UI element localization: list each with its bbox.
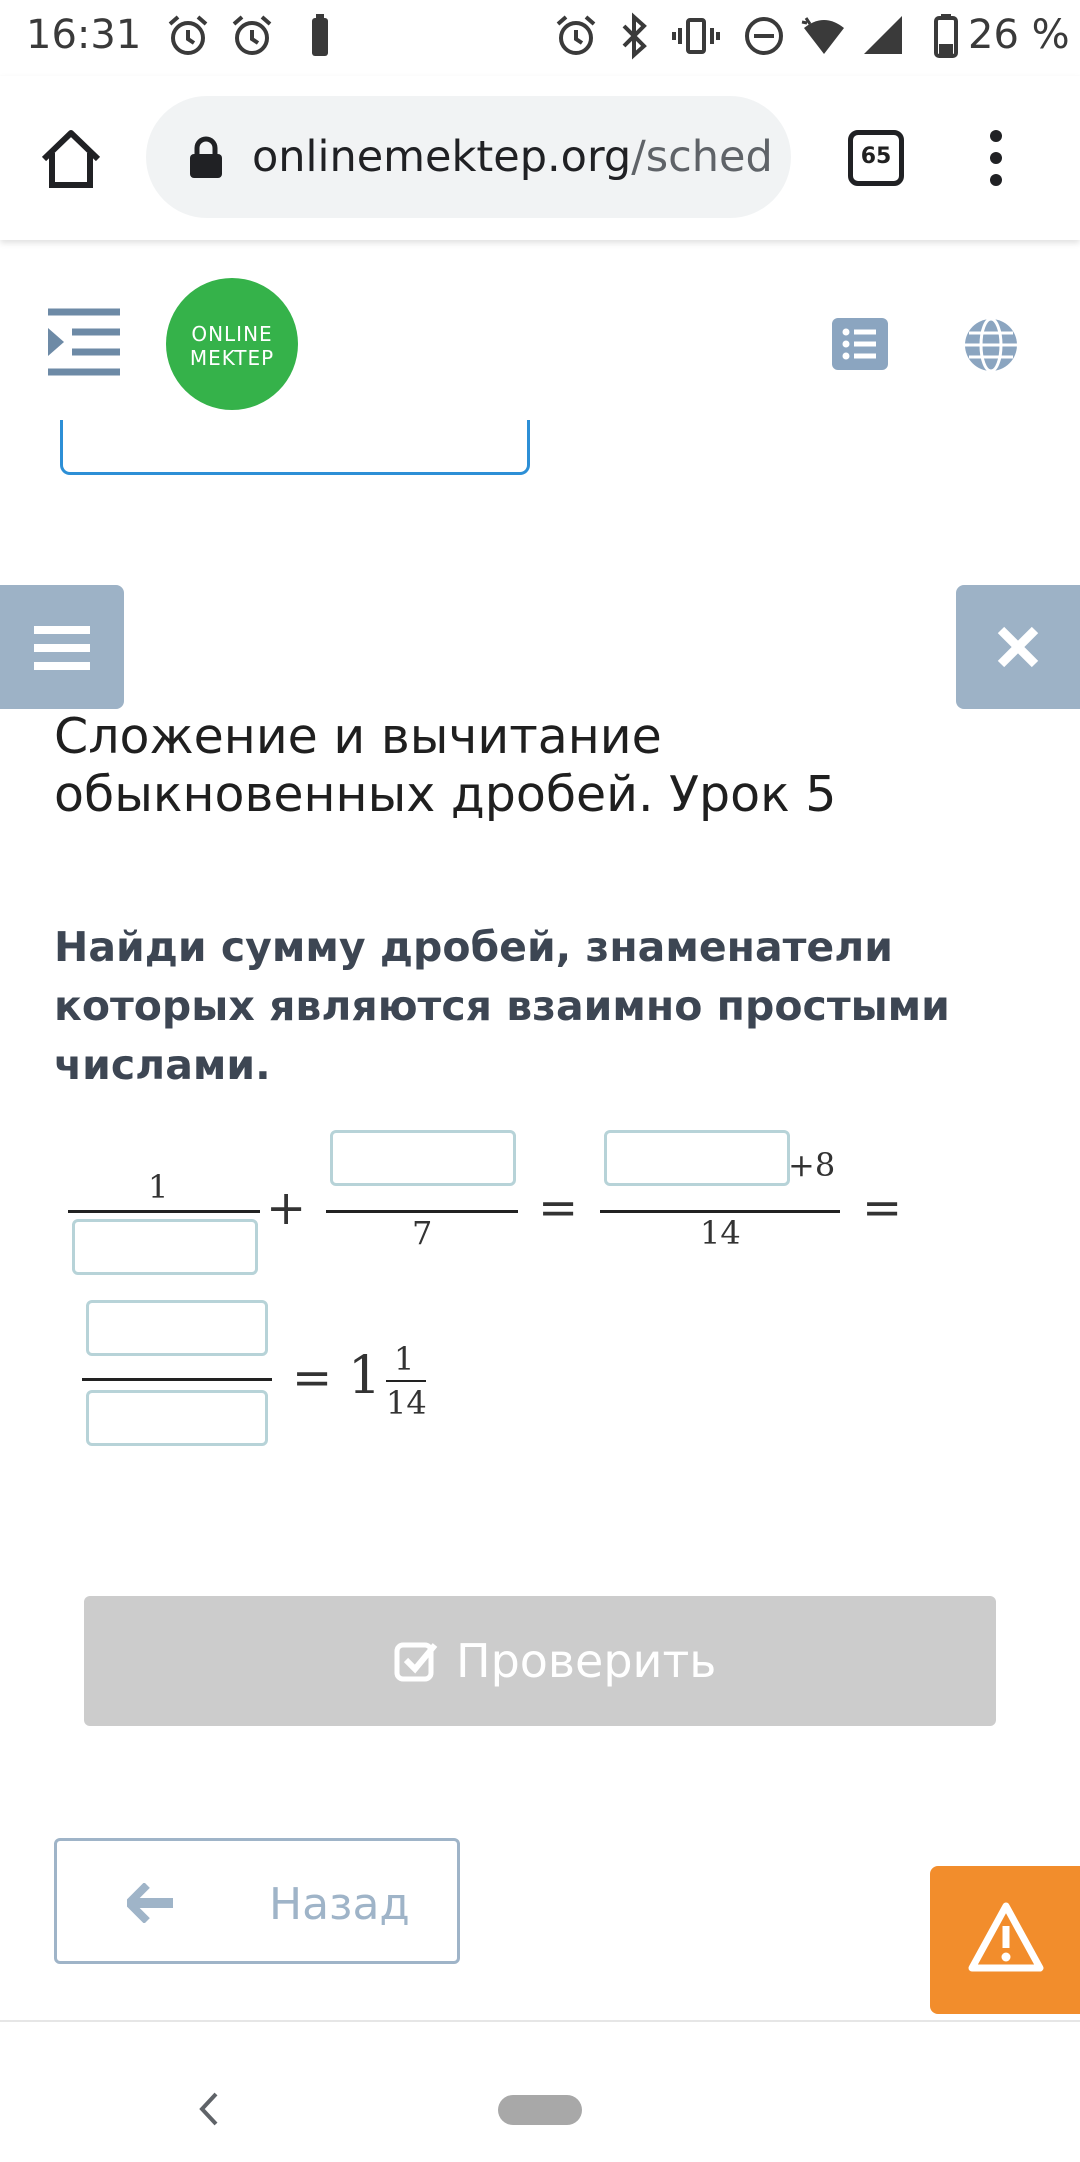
frac3-line bbox=[600, 1210, 840, 1213]
hamburger-icon bbox=[34, 625, 90, 671]
nav-back-icon[interactable] bbox=[196, 2090, 220, 2128]
alarm-icon bbox=[164, 12, 212, 60]
frac2-numerator-input[interactable] bbox=[330, 1130, 516, 1186]
battery-percent: 26 % bbox=[968, 12, 1070, 58]
bluetooth-icon bbox=[610, 12, 658, 60]
close-button[interactable] bbox=[956, 585, 1080, 709]
browser-toolbar bbox=[0, 76, 1080, 240]
arrow-left-icon bbox=[127, 1883, 173, 1923]
task-instruction: Найди сумму дробей, знаменатели которых являются взаимно простыми числами. bbox=[54, 923, 950, 1089]
alarm-icon bbox=[552, 12, 600, 60]
frac4-line bbox=[82, 1378, 272, 1381]
vibrate-icon bbox=[672, 12, 720, 60]
logo-line1: ONLINE bbox=[191, 322, 273, 346]
check-label: Проверить bbox=[456, 1634, 717, 1688]
result-numerator: 1 bbox=[394, 1340, 415, 1378]
partial-panel bbox=[60, 420, 530, 475]
lock-icon bbox=[186, 136, 226, 180]
status-bar bbox=[0, 0, 1080, 76]
frac2-denominator: 7 bbox=[412, 1214, 433, 1252]
frac3-numerator-input[interactable] bbox=[604, 1130, 790, 1186]
report-button[interactable] bbox=[930, 1866, 1080, 2014]
signal-icon bbox=[860, 12, 908, 60]
tab-switcher-button[interactable]: 65 bbox=[848, 130, 904, 186]
list-icon[interactable] bbox=[832, 318, 888, 370]
result-line bbox=[386, 1380, 426, 1382]
frac2-line bbox=[326, 1210, 518, 1213]
frac1-line bbox=[68, 1210, 260, 1213]
checkbox-check-icon bbox=[394, 1638, 440, 1684]
dnd-icon bbox=[740, 12, 788, 60]
url-path: /sched bbox=[631, 132, 773, 182]
address-bar[interactable] bbox=[146, 96, 791, 218]
back-label: Назад bbox=[269, 1879, 410, 1930]
logo[interactable] bbox=[166, 278, 298, 410]
status-time: 16:31 bbox=[26, 12, 142, 58]
equals-sign: = bbox=[292, 1350, 333, 1406]
battery-icon bbox=[296, 12, 344, 60]
warning-icon bbox=[968, 1902, 1044, 1972]
check-button[interactable] bbox=[84, 1596, 996, 1726]
plus-sign: + bbox=[266, 1180, 307, 1236]
nav-home-pill[interactable] bbox=[498, 2095, 582, 2125]
back-button[interactable] bbox=[54, 1838, 460, 1964]
alarm-icon bbox=[228, 12, 276, 60]
equals-sign: = bbox=[862, 1180, 903, 1236]
equals-sign: = bbox=[538, 1180, 579, 1236]
close-icon bbox=[996, 625, 1040, 669]
home-icon[interactable] bbox=[36, 125, 106, 195]
lesson-title: Сложение и вычитание обыкновенных дробей. Урок 5 bbox=[54, 708, 837, 823]
frac3-numerator-suffix: +8 bbox=[788, 1146, 836, 1184]
more-options-icon[interactable] bbox=[978, 128, 1014, 188]
result-whole: 1 bbox=[348, 1346, 382, 1406]
url-host: onlinemektep.org bbox=[252, 132, 632, 182]
frac1-denominator-input[interactable] bbox=[72, 1219, 258, 1275]
url-text bbox=[252, 132, 773, 182]
logo-line2: MEKTEP bbox=[189, 346, 275, 370]
result-denominator: 14 bbox=[386, 1384, 427, 1422]
battery-icon bbox=[922, 12, 970, 60]
frac1-numerator: 1 bbox=[148, 1168, 169, 1206]
frac4-numerator-input[interactable] bbox=[86, 1300, 268, 1356]
sidebar-toggle-icon[interactable] bbox=[44, 306, 120, 378]
system-nav-bar bbox=[0, 2020, 1080, 2162]
wifi-icon bbox=[800, 12, 848, 60]
frac3-denominator: 14 bbox=[700, 1214, 741, 1252]
frac4-denominator-input[interactable] bbox=[86, 1390, 268, 1446]
side-menu-button[interactable] bbox=[0, 585, 124, 709]
globe-icon[interactable] bbox=[962, 316, 1020, 374]
